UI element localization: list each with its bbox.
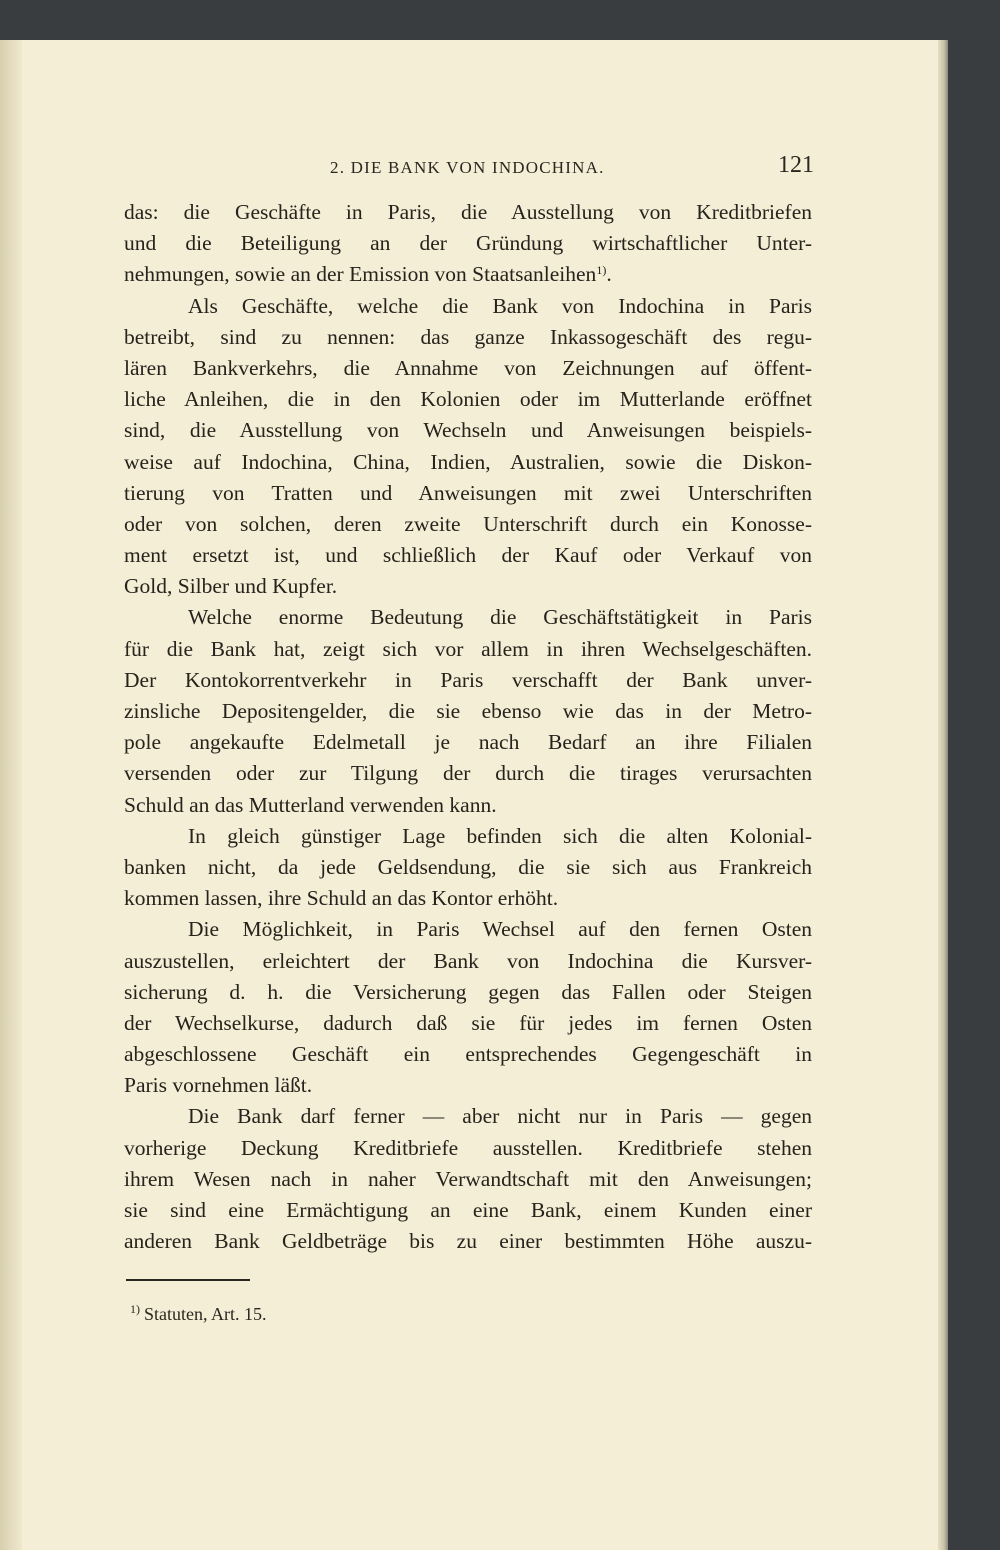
text-line: kommen lassen, ihre Schuld an das Kontor erhöht. [124, 886, 559, 911]
text-line: Die Möglichkeit, in Paris Wechsel auf den fernen Osten [188, 917, 812, 942]
footnote-reference: 1) [596, 263, 607, 278]
text-line: Die Bank darf ferner — aber nicht nur in Paris — gegen [188, 1104, 812, 1129]
text-line: und die Beteiligung an der Gründung wirtschaftlicher Unter- [124, 231, 812, 256]
paragraph [124, 291, 812, 603]
footnote [130, 1302, 267, 1325]
text-line: Als Geschäfte, welche die Bank von Indochina in Paris [188, 293, 812, 318]
paragraph [124, 197, 812, 291]
page-edge [938, 40, 948, 1550]
text-line: abgeschlossene Geschäft ein entsprechendes Gegengeschäft in [124, 1042, 812, 1067]
paragraph [124, 602, 812, 820]
text-line: tierung von Tratten und Anweisungen mit zwei Unterschriften [124, 480, 812, 505]
text-line: oder von solchen, deren zweite Unterschrift durch ein Konosse- [124, 511, 812, 536]
text-line: zinsliche Depositengelder, die sie ebenso wie das in der Metro- [124, 699, 812, 723]
text-line: banken nicht, da jede Geldsendung, die sie sich aus Frankreich [124, 854, 812, 879]
punctuation: . [606, 262, 612, 287]
text-line: Schuld an das Mutterland verwenden kann. [124, 792, 497, 817]
text-line: In gleich günstiger Lage befinden sich die alten Kolonial- [188, 823, 812, 848]
text-line: pole angekaufte Edelmetall je nach Bedarf an ihre Filialen [124, 730, 812, 755]
text-line: versenden oder zur Tilgung der durch die tirages verursachten [124, 761, 812, 786]
text-line: vorherige Deckung Kreditbriefe ausstellen. Kreditbriefe stehen [124, 1135, 812, 1160]
paragraph [124, 1101, 812, 1257]
text-line: weise auf Indochina, China, Indien, Australien, sowie die Diskon- [124, 449, 812, 474]
footnote-mark: 1) [130, 1302, 140, 1316]
text-line: Gold, Silber und Kupfer. [124, 574, 338, 599]
text-line: anderen Bank Geldbeträge bis zu einer bestimmten Höhe auszu- [124, 1229, 812, 1254]
text-line: lären Bankverkehrs, die Annahme von Zeichnungen auf öffent- [124, 355, 812, 380]
text-line: sie sind eine Ermächtigung an eine Bank, einem Kunden einer [124, 1198, 812, 1222]
footnote-text: Statuten, Art. 15. [144, 1304, 267, 1324]
text-line: betreibt, sind zu nennen: das ganze Inkassogeschäft des regu- [124, 324, 812, 349]
text-line-content: nehmungen, sowie an der Emission von Staatsanleihen [124, 262, 597, 287]
text-line: sind, die Ausstellung von Wechseln und Anweisungen beispiels- [124, 418, 812, 443]
page-gutter-shadow [0, 40, 22, 1550]
page-number: 121 [778, 152, 814, 178]
text-line [124, 259, 812, 290]
text-line: für die Bank hat, zeigt sich vor allem in ihren Wechselgeschäften. [124, 636, 812, 661]
paragraph [124, 821, 812, 915]
text-line: ihrem Wesen nach in naher Verwandtschaft mit den Anweisungen; [124, 1166, 812, 1191]
text-line: auszustellen, erleichtert der Bank von Indochina die Kursver- [124, 948, 812, 973]
page-header [124, 152, 814, 184]
footnote-divider [126, 1279, 250, 1281]
text-line: Paris vornehmen läßt. [124, 1073, 313, 1098]
body-text [124, 197, 812, 1257]
running-head: 2. DIE BANK VON INDOCHINA. [330, 158, 605, 177]
text-line: das: die Geschäfte in Paris, die Ausstellung von Kreditbriefen [124, 200, 812, 224]
text-line: der Wechselkurse, dadurch daß sie für jedes im fernen Osten [124, 1010, 812, 1035]
paragraph [124, 914, 812, 1101]
text-line: liche Anleihen, die in den Kolonien oder im Mutterlande eröffnet [124, 387, 812, 412]
text-line: sicherung d. h. die Versicherung gegen das Fallen oder Steigen [124, 979, 812, 1004]
text-line: Der Kontokorrentverkehr in Paris verschafft der Bank unver- [124, 667, 812, 692]
text-line: Welche enorme Bedeutung die Geschäftstätigkeit in Paris [188, 605, 812, 630]
text-line: ment ersetzt ist, und schließlich der Kauf oder Verkauf von [124, 543, 812, 568]
